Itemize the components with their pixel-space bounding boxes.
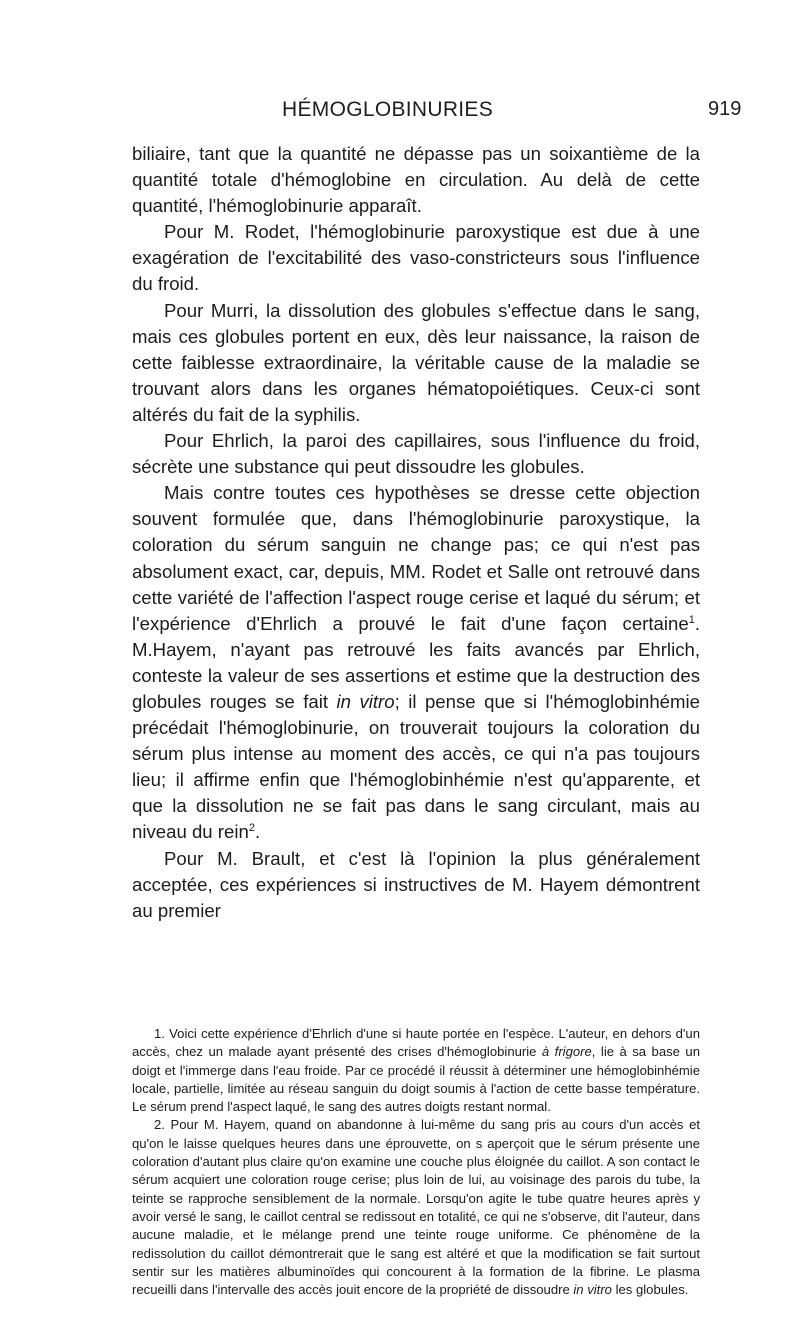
footnote-ref-1: 1 <box>688 613 695 626</box>
footnote-ref-2: 2 <box>248 822 255 835</box>
footnote-2-part-a: 2. Pour M. Hayem, quand on abandonne à lui-même du sang pris au cours d'un accès et qu'on le laisse quelques heures dans une éprouvette, on s aperçoit que le sérum présente une coloration d'autant plus claire qu'on examine une couche plus éloignée du caillot. A son contact le sérum acquiert une coloration rouge cerise; plus loin de lui, au voisinage des parois du tube, la teinte se rapproche sensiblement de la normale. Lorsqu'on agite le tube quatre heures après y avoir versé le sang, le caillot central se redissout en totalité, ce qui ne s'observe, dit l'auteur, dans aucune maladie, et le mélange prend une teinte rouge uniforme. Ce phénomène de la redissolution du caillot démontrerait que le sang est altéré et que la modification se fait surtout sentir sur les matières albuminoïdes qui concourent à la formation de la fibrine. Le plasma recueilli dans l'intervalle des accès jouit encore de la propriété de dissoudre <box>132 1117 700 1298</box>
paragraph-objection-part-b: . M.Hayem, n'ayant pas retrouvé les faits avancés par Ehrlich, conteste la valeur de ses assertions et estime que la destruction des globules rouges se fait <box>132 612 700 712</box>
paragraph-objection-part-d: . <box>254 821 261 843</box>
paragraph-murri: Pour Murri, la dissolution des globules s'effectue dans le sang, mais ces globules portent en eux, dès leur naissance, la raison de cette faiblesse extraordinaire, la véritable cause de la maladie se trouvant alors dans les organes hématopoiétiques. Ceux-ci sont altérés du fait de la syphilis. <box>132 299 700 425</box>
italic-a-frigore: à frigore <box>541 1044 592 1060</box>
running-title: HÉMOGLOBINURIES <box>282 98 494 121</box>
paragraph-objection-part-a: Mais contre toutes ces hypothèses se dresse cette objection souvent formulée que, dans l'hémoglobinurie paroxystique, la coloration du sérum sanguin ne change pas; ce qui n'est pas absolument exact, car, depuis, MM. Rodet et Salle ont retrouvé dans cette variété de l'affection l'aspect rouge cerise et laqué du sérum; et l'expérience d'Ehrlich a prouvé le fait d'une façon certaine <box>132 482 700 634</box>
italic-in-vitro-footnote: in vitro <box>573 1282 612 1298</box>
italic-in-vitro: in vitro <box>336 690 395 712</box>
footnote-1-part-b: , lie à sa base un doigt et l'immerge dans l'eau froide. Par ce procédé il réussit à déterminer une hémoglobinhémie locale, partielle, limitée au réseau sanguin du doigt soumis à l'action de cette basse température. Le sérum prend l'aspect laqué, le sang des autres doigts restant normal. <box>132 1044 700 1115</box>
paragraph-continuation: biliaire, tant que la quantité ne dépasse pas un soixantième de la quantité totale d'hémoglobine en circulation. Au delà de cette quantité, l'hémoglobinurie apparaît. <box>132 143 700 217</box>
paragraph-brault: Pour M. Brault, et c'est là l'opinion la plus généralement acceptée, ces expériences si instructives de M. Hayem démontrent au premier <box>132 847 700 921</box>
footnote-2 <box>132 1116 700 1299</box>
paragraph-objection <box>132 480 700 845</box>
footnote-1-part-a: 1. Voici cette expérience d'Ehrlich d'une si haute portée en l'espèce. L'auteur, en dehors d'un accès, chez un malade ayant présenté des crises d'hémoglobinurie <box>132 1026 700 1060</box>
page-header <box>282 98 800 128</box>
paragraph-objection-part-c: ; il pense que si l'hémoglobinhémie précédait l'hémoglobinurie, on trouverait toujours la coloration du sérum plus intense au moment des accès, ce qui n'a pas toujours lieu; il affirme enfin que l'hémoglobinhémie n'est qu'apparente, et que la dissolution ne se fait pas dans le sang circulant, mais au niveau du rein <box>132 690 700 843</box>
footnotes <box>132 1025 700 1299</box>
main-text <box>132 141 700 924</box>
paragraph-rodet: Pour M. Rodet, l'hémoglobinurie paroxystique est due à une exagération de l'excitabilité des vaso-constricteurs sous l'influence du froid. <box>132 221 700 295</box>
footnote-1 <box>132 1025 700 1116</box>
footnote-2-part-b: les globules. <box>611 1282 689 1298</box>
page-number: 919 <box>708 98 742 120</box>
paragraph-ehrlich: Pour Ehrlich, la paroi des capillaires, sous l'influence du froid, sécrète une substance qui peut dissoudre les globules. <box>132 430 700 478</box>
